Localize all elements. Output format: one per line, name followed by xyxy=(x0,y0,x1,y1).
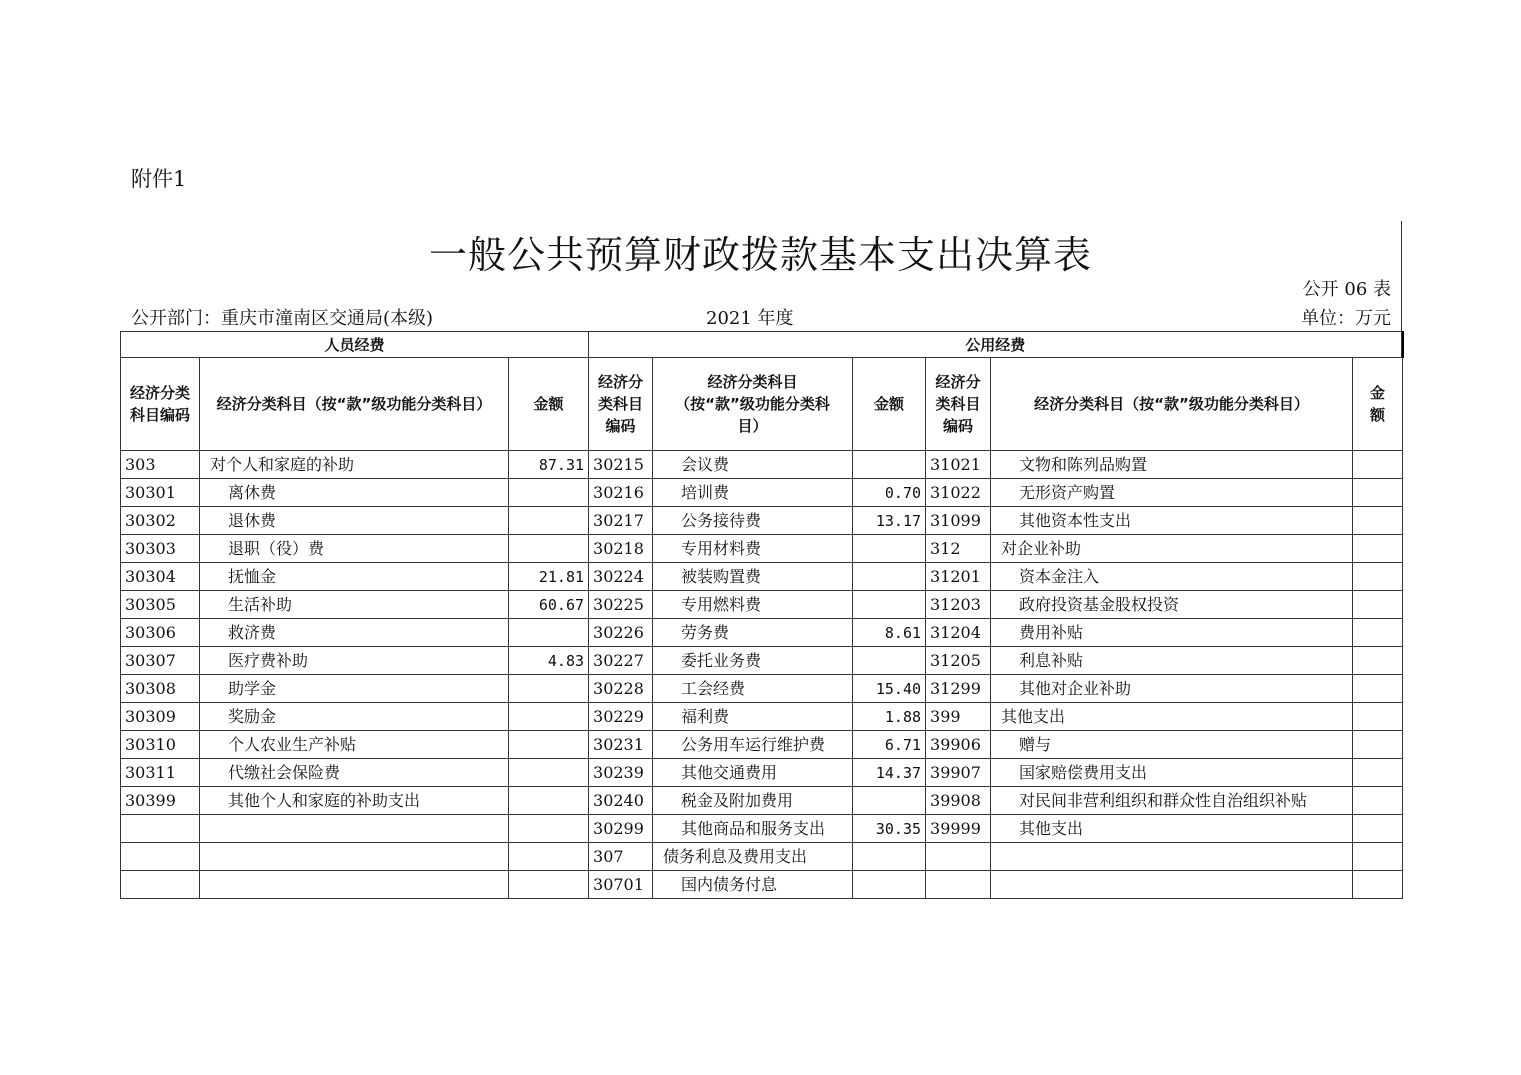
table-row xyxy=(121,759,1403,787)
cell-c-amount xyxy=(1353,871,1403,899)
table-row xyxy=(121,619,1403,647)
cell-c-name: 资本金注入 xyxy=(991,563,1353,591)
cell-g-code: 30226 xyxy=(589,619,653,647)
cell-g-code: 30215 xyxy=(589,451,653,479)
cell-g-amount xyxy=(853,787,926,815)
cell-c-amount xyxy=(1353,479,1403,507)
cell-c-code: 31204 xyxy=(926,619,991,647)
cell-p-amount xyxy=(509,507,589,535)
cell-c-name: 对企业补助 xyxy=(991,535,1353,563)
table-row xyxy=(121,871,1403,899)
department-label: 公开部门：重庆市潼南区交通局(本级) xyxy=(131,308,434,329)
table-row xyxy=(121,731,1403,759)
cell-c-name: 国家赔偿费用支出 xyxy=(991,759,1353,787)
header-c-amount: 金额 xyxy=(1353,358,1403,451)
cell-g-amount: 8.61 xyxy=(853,619,926,647)
cell-g-name: 公务用车运行维护费 xyxy=(653,731,853,759)
cell-p-code: 30301 xyxy=(121,479,200,507)
year-label: 2021 年度 xyxy=(706,308,794,329)
cell-p-amount xyxy=(509,675,589,703)
cell-g-name: 会议费 xyxy=(653,451,853,479)
cell-c-name xyxy=(991,871,1353,899)
cell-c-code: 31021 xyxy=(926,451,991,479)
cell-c-amount xyxy=(1353,731,1403,759)
cell-c-code: 31099 xyxy=(926,507,991,535)
cell-c-code xyxy=(926,871,991,899)
cell-c-amount xyxy=(1353,507,1403,535)
cell-p-name: 救济费 xyxy=(200,619,509,647)
cell-p-amount xyxy=(509,479,589,507)
cell-g-code: 30216 xyxy=(589,479,653,507)
cell-c-name: 其他支出 xyxy=(991,703,1353,731)
cell-p-amount: 21.81 xyxy=(509,563,589,591)
cell-c-name: 对民间非营利组织和群众性自治组织补贴 xyxy=(991,787,1353,815)
cell-c-amount xyxy=(1353,815,1403,843)
header-p-code: 经济分类科目编码 xyxy=(121,358,200,451)
cell-c-amount xyxy=(1353,451,1403,479)
cell-p-code: 30308 xyxy=(121,675,200,703)
cell-c-code: 31205 xyxy=(926,647,991,675)
cell-c-amount xyxy=(1353,787,1403,815)
table-row xyxy=(121,451,1403,479)
table-row xyxy=(121,843,1403,871)
cell-g-amount xyxy=(853,843,926,871)
cell-p-code: 30302 xyxy=(121,507,200,535)
cell-g-code: 30240 xyxy=(589,787,653,815)
cell-g-name: 公务接待费 xyxy=(653,507,853,535)
cell-p-name xyxy=(200,871,509,899)
cell-g-code: 30231 xyxy=(589,731,653,759)
cell-c-code: 399 xyxy=(926,703,991,731)
cell-g-amount: 14.37 xyxy=(853,759,926,787)
table-row xyxy=(121,535,1403,563)
cell-g-code: 30224 xyxy=(589,563,653,591)
cell-g-name: 劳务费 xyxy=(653,619,853,647)
cell-c-code: 31299 xyxy=(926,675,991,703)
cell-p-amount xyxy=(509,871,589,899)
cell-g-code: 30701 xyxy=(589,871,653,899)
cell-g-name: 被装购置费 xyxy=(653,563,853,591)
cell-c-amount xyxy=(1353,647,1403,675)
cell-p-amount xyxy=(509,787,589,815)
cell-p-name: 助学金 xyxy=(200,675,509,703)
cell-p-name: 医疗费补助 xyxy=(200,647,509,675)
table-row xyxy=(121,675,1403,703)
cell-c-amount xyxy=(1353,591,1403,619)
cell-c-code: 312 xyxy=(926,535,991,563)
cell-g-code: 307 xyxy=(589,843,653,871)
cell-p-name xyxy=(200,815,509,843)
cell-p-code: 30309 xyxy=(121,703,200,731)
header-c-code: 经济分类科目编码 xyxy=(926,358,991,451)
cell-c-amount xyxy=(1353,675,1403,703)
cell-g-code: 30225 xyxy=(589,591,653,619)
cell-p-amount: 60.67 xyxy=(509,591,589,619)
cell-p-code: 30304 xyxy=(121,563,200,591)
cell-c-code: 39907 xyxy=(926,759,991,787)
cell-c-code: 39906 xyxy=(926,731,991,759)
table-row xyxy=(121,479,1403,507)
cell-p-code: 30399 xyxy=(121,787,200,815)
table-row xyxy=(121,787,1403,815)
cell-g-amount xyxy=(853,647,926,675)
cell-p-name: 代缴社会保险费 xyxy=(200,759,509,787)
cell-p-code: 30310 xyxy=(121,731,200,759)
cell-p-code: 30311 xyxy=(121,759,200,787)
cell-g-code: 30217 xyxy=(589,507,653,535)
cell-g-amount xyxy=(853,591,926,619)
table-row xyxy=(121,591,1403,619)
table-row xyxy=(121,563,1403,591)
cell-g-name: 国内债务付息 xyxy=(653,871,853,899)
cell-c-amount xyxy=(1353,619,1403,647)
header-g-code: 经济分类科目编码 xyxy=(589,358,653,451)
cell-p-code xyxy=(121,843,200,871)
cell-p-amount xyxy=(509,843,589,871)
cell-c-amount xyxy=(1353,563,1403,591)
cell-c-amount xyxy=(1353,703,1403,731)
header-g-amount: 金额 xyxy=(853,358,926,451)
cell-p-amount: 87.31 xyxy=(509,451,589,479)
cell-c-name xyxy=(991,843,1353,871)
cell-g-amount: 13.17 xyxy=(853,507,926,535)
cell-g-amount: 0.70 xyxy=(853,479,926,507)
cell-c-name: 无形资产购置 xyxy=(991,479,1353,507)
cell-c-name: 政府投资基金股权投资 xyxy=(991,591,1353,619)
cell-c-name: 其他对企业补助 xyxy=(991,675,1353,703)
cell-g-amount: 1.88 xyxy=(853,703,926,731)
cell-c-name: 利息补贴 xyxy=(991,647,1353,675)
cell-p-name: 个人农业生产补贴 xyxy=(200,731,509,759)
cell-g-amount xyxy=(853,563,926,591)
cell-p-name: 退休费 xyxy=(200,507,509,535)
cell-g-name: 福利费 xyxy=(653,703,853,731)
cell-g-name: 培训费 xyxy=(653,479,853,507)
cell-c-code: 31022 xyxy=(926,479,991,507)
cell-c-amount xyxy=(1353,759,1403,787)
cell-p-amount xyxy=(509,731,589,759)
cell-c-code: 39908 xyxy=(926,787,991,815)
cell-p-name: 奖励金 xyxy=(200,703,509,731)
unit-label: 单位：万元 xyxy=(1301,308,1391,329)
cell-c-code: 31203 xyxy=(926,591,991,619)
group-public: 公用经费 xyxy=(589,332,1403,358)
cell-c-name: 其他支出 xyxy=(991,815,1353,843)
cell-p-amount xyxy=(509,703,589,731)
table-row xyxy=(121,815,1403,843)
cell-g-name: 债务利息及费用支出 xyxy=(653,843,853,871)
cell-g-name: 工会经费 xyxy=(653,675,853,703)
cell-p-code: 30303 xyxy=(121,535,200,563)
cell-g-name: 委托业务费 xyxy=(653,647,853,675)
cell-g-code: 30218 xyxy=(589,535,653,563)
cell-g-amount xyxy=(853,871,926,899)
cell-g-code: 30228 xyxy=(589,675,653,703)
cell-p-amount xyxy=(509,815,589,843)
cell-g-name: 税金及附加费用 xyxy=(653,787,853,815)
column-header-row xyxy=(121,358,1403,451)
cell-p-name: 其他个人和家庭的补助支出 xyxy=(200,787,509,815)
cell-p-amount xyxy=(509,759,589,787)
cell-g-amount: 15.40 xyxy=(853,675,926,703)
cell-p-code: 30305 xyxy=(121,591,200,619)
cell-p-code xyxy=(121,815,200,843)
cell-p-name: 退职（役）费 xyxy=(200,535,509,563)
cell-g-name: 专用燃料费 xyxy=(653,591,853,619)
expenditure-table xyxy=(120,331,1404,899)
cell-c-name: 赠与 xyxy=(991,731,1353,759)
cell-c-code xyxy=(926,843,991,871)
header-p-amount: 金额 xyxy=(509,358,589,451)
header-g-name: 经济分类科目（按“款”级功能分类科目） xyxy=(653,358,853,451)
cell-c-code: 31201 xyxy=(926,563,991,591)
cell-c-code: 39999 xyxy=(926,815,991,843)
cell-g-amount: 30.35 xyxy=(853,815,926,843)
cell-p-amount xyxy=(509,535,589,563)
cell-p-amount xyxy=(509,619,589,647)
cell-g-code: 30229 xyxy=(589,703,653,731)
cell-p-code: 30307 xyxy=(121,647,200,675)
group-personnel: 人员经费 xyxy=(121,332,589,358)
table-row xyxy=(121,507,1403,535)
cell-p-name: 离休费 xyxy=(200,479,509,507)
cell-p-code: 303 xyxy=(121,451,200,479)
cell-c-name: 其他资本性支出 xyxy=(991,507,1353,535)
cell-g-name: 其他商品和服务支出 xyxy=(653,815,853,843)
table-number: 公开 06 表 xyxy=(1302,279,1391,300)
cell-p-code: 30306 xyxy=(121,619,200,647)
cell-g-name: 其他交通费用 xyxy=(653,759,853,787)
cell-g-amount: 6.71 xyxy=(853,731,926,759)
table-row xyxy=(121,647,1403,675)
cell-c-amount xyxy=(1353,843,1403,871)
header-c-name: 经济分类科目（按“款”级功能分类科目） xyxy=(991,358,1353,451)
cell-g-code: 30227 xyxy=(589,647,653,675)
cell-g-name: 专用材料费 xyxy=(653,535,853,563)
cell-p-name: 对个人和家庭的补助 xyxy=(200,451,509,479)
cell-p-code xyxy=(121,871,200,899)
header-p-name: 经济分类科目（按“款”级功能分类科目） xyxy=(200,358,509,451)
cell-p-name xyxy=(200,843,509,871)
cell-g-amount xyxy=(853,535,926,563)
cell-c-name: 费用补贴 xyxy=(991,619,1353,647)
group-header-row xyxy=(121,332,1403,358)
cell-p-name: 抚恤金 xyxy=(200,563,509,591)
table-row xyxy=(121,703,1403,731)
cell-c-name: 文物和陈列品购置 xyxy=(991,451,1353,479)
cell-p-amount: 4.83 xyxy=(509,647,589,675)
cell-p-name: 生活补助 xyxy=(200,591,509,619)
cell-g-code: 30299 xyxy=(589,815,653,843)
cell-c-amount xyxy=(1353,535,1403,563)
cell-g-code: 30239 xyxy=(589,759,653,787)
page-title: 一般公共预算财政拨款基本支出决算表 xyxy=(428,233,1092,277)
cell-g-amount xyxy=(853,451,926,479)
attachment-label: 附件1 xyxy=(131,167,187,191)
